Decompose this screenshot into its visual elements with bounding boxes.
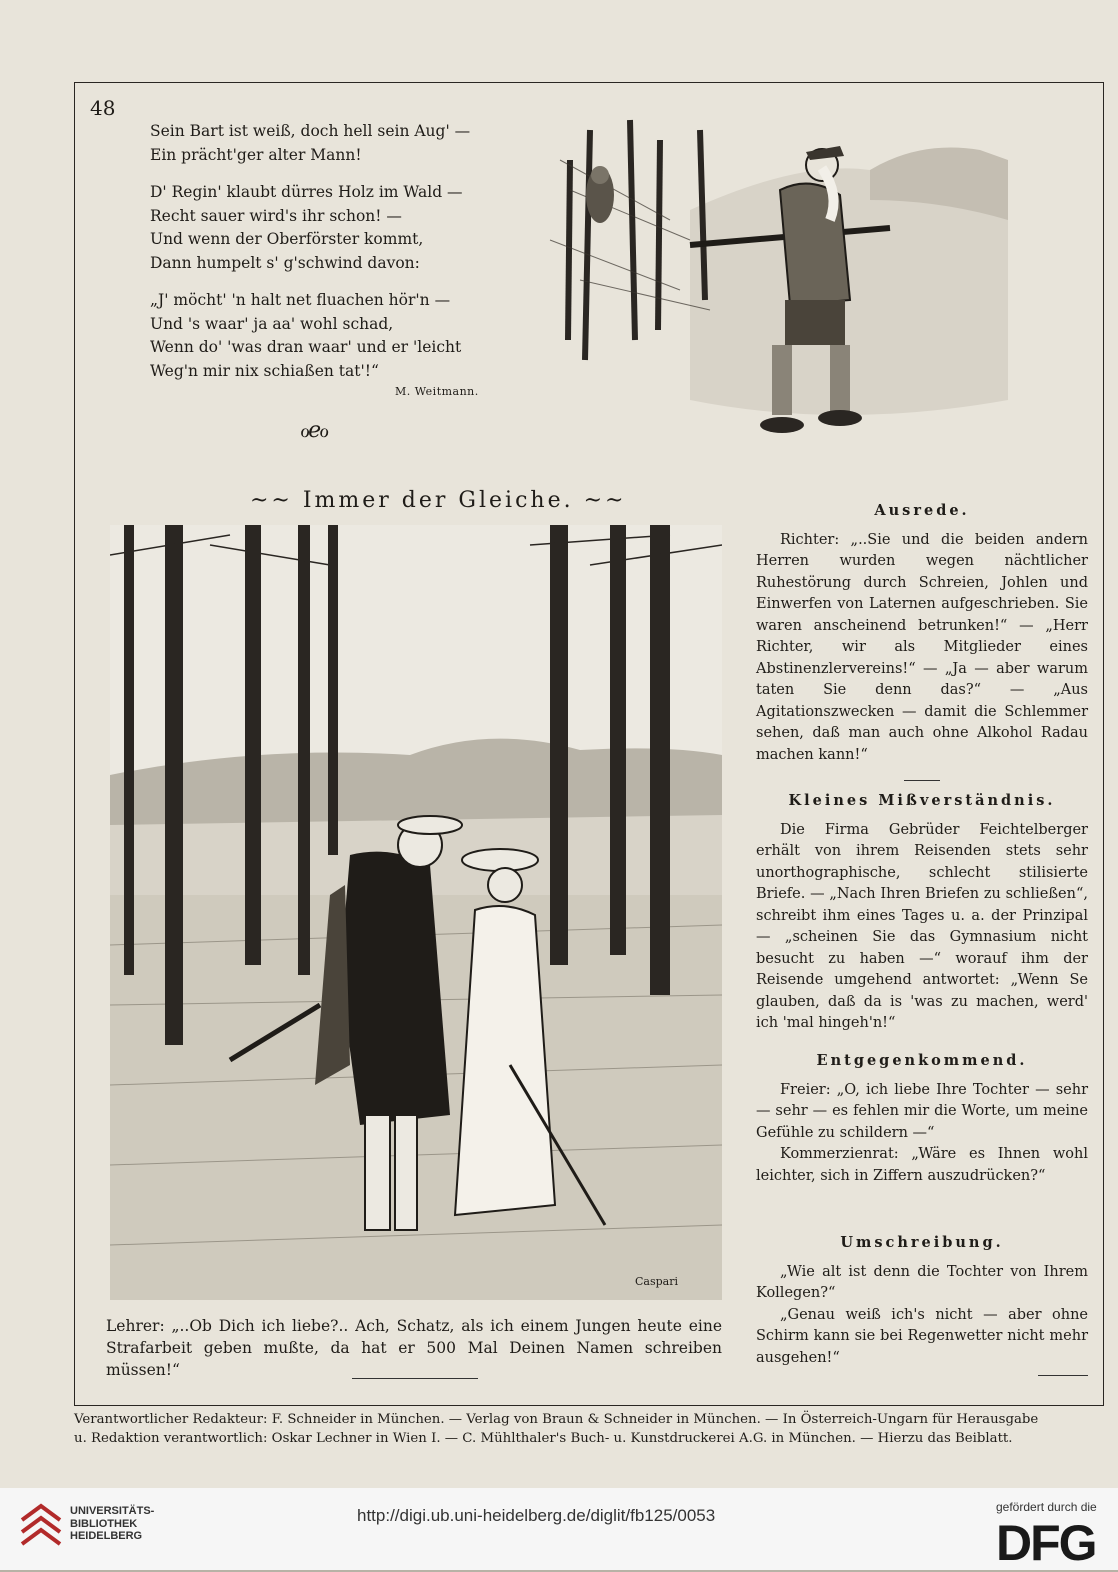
joke-umschreibung <box>756 1232 1088 1376</box>
joke-text: Richter: „..Sie und die beiden andern Herren wurden wegen nächtlicher Ruhestörung durch Schreien, Johlen und Einwerfen von Laternen aufgeschrieben. Sie waren anscheinend betrunken!“ — „Herr Richter, wir als Mitglieder eines Abstinenzlervereins!“ — „Ja — aber warum taten Sie denn das?“ — „Aus Agitationszwecken — damit die Schlemmer sehen, daß man auch ohne Alkohol Radau machen kann!“ <box>756 531 1088 763</box>
library-name-line: BIBLIOTHEK <box>70 1517 138 1530</box>
joke-missverstaendnis <box>756 790 1088 1035</box>
poem-line: Sein Bart ist weiß, doch hell sein Aug' — <box>150 122 471 140</box>
imprint-line: u. Redaktion verantwortlich: Oskar Lechner in Wien I. — C. Mühlthaler's Buch- u. Kunstdruckerei A.G. in München. — Hierzu das Beiblatt. <box>74 1431 1013 1446</box>
divider <box>904 780 940 781</box>
joke-ausrede <box>756 500 1088 781</box>
hunter-illustration <box>540 100 1008 455</box>
poem-line: Wenn do' 'was dran waar' und er 'leicht <box>150 338 462 356</box>
joke-entgegenkommend <box>756 1050 1088 1187</box>
joke-title: Kleines Mißverständnis. <box>788 792 1056 809</box>
poem-line: „J' möcht' 'n halt net fluachen hör'n — <box>150 291 451 309</box>
poem-line: Recht sauer wird's ihr schon! — <box>150 206 402 225</box>
imprint-line: Verantwortlicher Redakteur: F. Schneider in München. — Verlag von Braun & Schneider in München. — In Österreich-Ungarn für Herausgabe <box>74 1412 1039 1427</box>
poem-author: M. Weitmann. <box>395 385 479 398</box>
poem-stanza <box>150 289 490 383</box>
library-name[interactable] <box>70 1505 154 1543</box>
funding-label: gefördert durch die <box>996 1500 1097 1514</box>
joke-title: Ausrede. <box>874 502 970 519</box>
poem-stanza <box>150 181 490 275</box>
joke-title: Entgegenkommend. <box>816 1052 1028 1069</box>
poem-line: Dann humpelt s' g'schwind davon: <box>150 253 420 272</box>
library-logo-icon[interactable] <box>18 1500 64 1554</box>
joke-title: Umschreibung. <box>840 1234 1004 1251</box>
permalink[interactable]: http://digi.ub.uni-heidelberg.de/diglit/fb125/0053 <box>357 1506 716 1525</box>
joke-text: Kommerzienrat: „Wäre es Ihnen wohl leichter, sich in Ziffern auszudrücken?“ <box>756 1146 1088 1184</box>
ornament-flourish: ℴℯℴ <box>300 418 328 443</box>
imprint <box>74 1410 1114 1448</box>
poem-line: Weg'n mir nix schiaßen tat'!“ <box>150 361 379 380</box>
artist-signature: Caspari <box>635 1275 678 1288</box>
couple-illustration <box>110 525 722 1300</box>
joke-text: „Wie alt ist denn die Tochter von Ihrem Kollegen?“ <box>756 1263 1088 1301</box>
poem-line: Und 's waar' ja aa' wohl schad, <box>150 314 394 333</box>
library-name-line: HEIDELBERG <box>70 1530 143 1542</box>
viewer-bar <box>0 1488 1118 1570</box>
poem <box>150 120 490 397</box>
poem-line: Und wenn der Oberförster kommt, <box>150 230 424 248</box>
feature-title: ~~ Immer der Gleiche. ~~ <box>250 488 627 513</box>
divider <box>1038 1375 1088 1376</box>
joke-text: „Genau weiß ich's nicht — aber ohne Schirm kann sie bei Regenwetter nicht mehr ausgehen!“ <box>756 1306 1088 1366</box>
divider <box>352 1378 478 1379</box>
library-name-line: UNIVERSITÄTS- <box>70 1505 155 1517</box>
joke-text: Die Firma Gebrüder Feichtelberger erhält von ihrem Reisenden stets sehr unorthographische, schlecht stilisierte Briefe. — „Nach Ihren Briefen zu schließen“, schreibt ihm eines Tages u. a. der Prinzipal — „scheinen Sie das Gymnasium nicht besucht zu haben —“ worauf ihm der Reisende umgehend antwortet: „Wenn Se glauben, daß da is 'was zu machen, werd' ich 'mal hingeh'n!“ <box>756 821 1088 1031</box>
poem-line: D' Regin' klaubt dürres Holz im Wald — <box>150 183 463 201</box>
poem-line: Ein prächt'ger alter Mann! <box>150 145 362 164</box>
illustration-caption: Lehrer: „..Ob Dich ich liebe?.. Ach, Schatz, als ich einem Jungen heute eine Strafarbeit geben mußte, da hat er 500 Mal Deinen Namen schreiben müssen!“ <box>106 1317 722 1379</box>
page-number: 48 <box>90 96 116 120</box>
poem-stanza <box>150 120 490 167</box>
joke-text: Freier: „O, ich liebe Ihre Tochter — sehr — sehr — es fehlen mir die Worte, um meine Gefühle zu schildern —“ <box>756 1081 1088 1141</box>
dfg-logo[interactable]: DFG <box>996 1515 1096 1571</box>
